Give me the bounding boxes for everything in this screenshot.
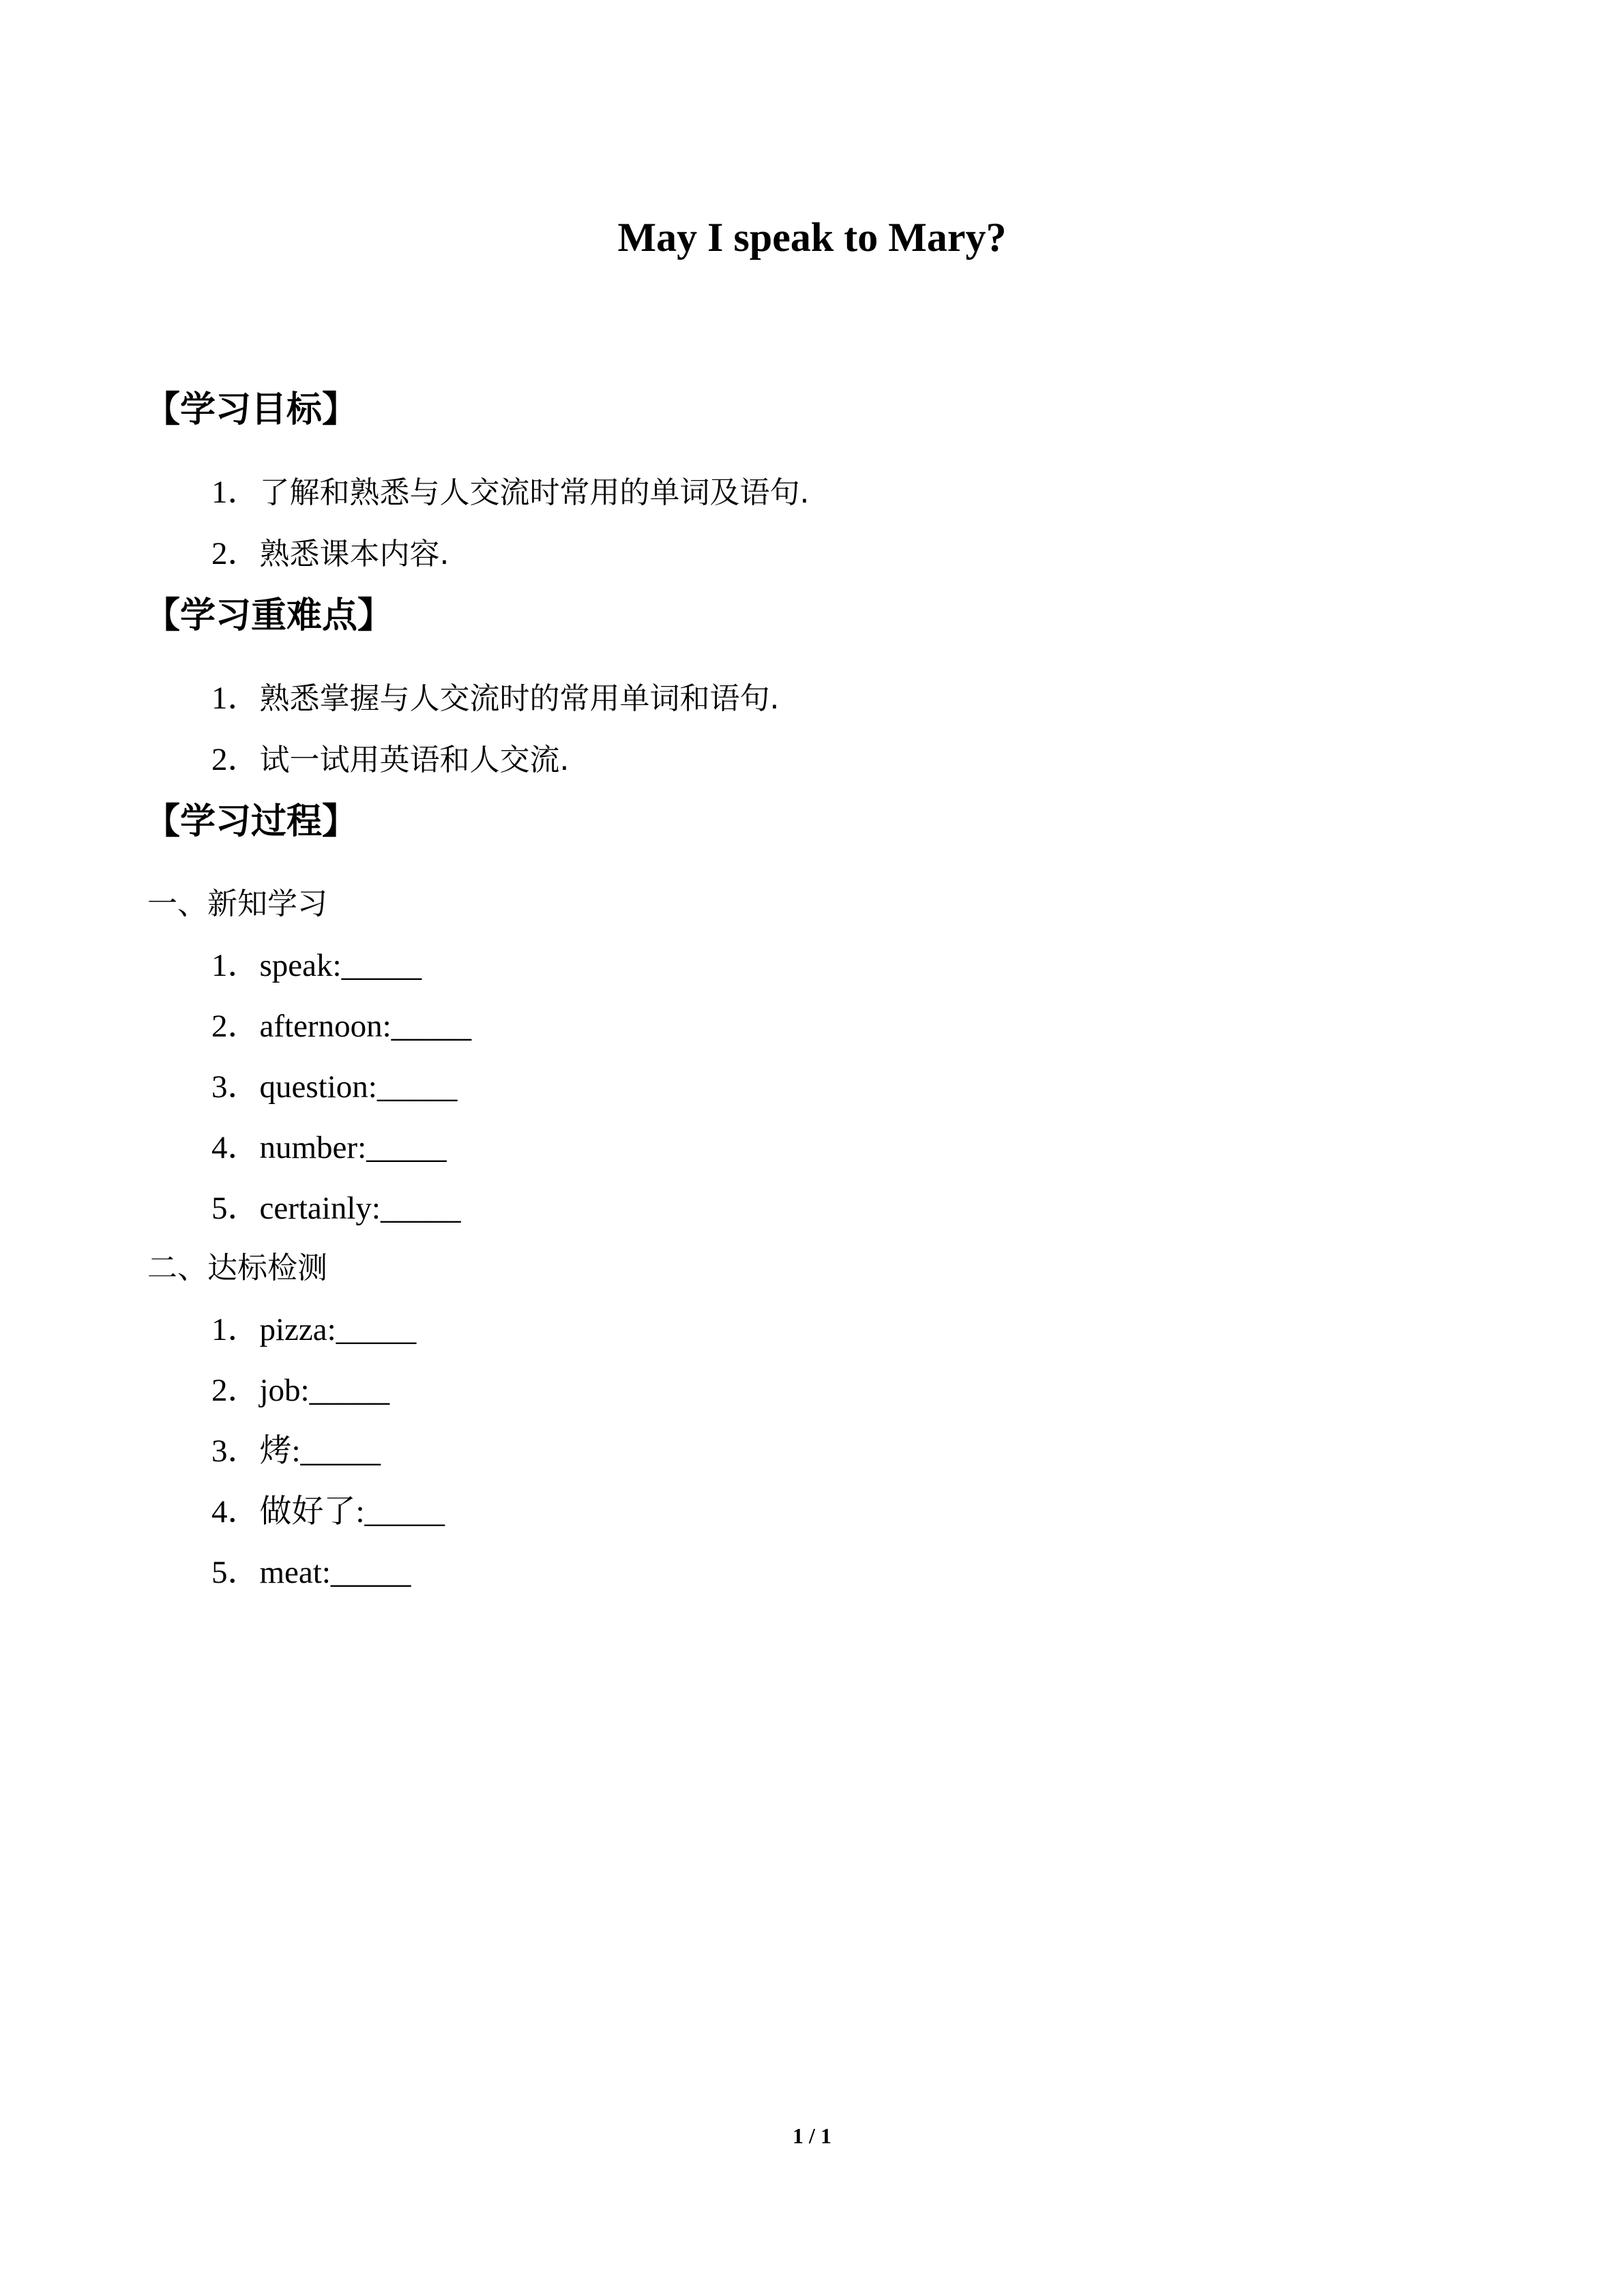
item-text: afternoon:_____ xyxy=(259,1009,472,1044)
item-text: job:_____ xyxy=(259,1373,390,1408)
item-number: 2． xyxy=(211,1373,260,1408)
item-number: 1． xyxy=(211,948,260,983)
objective-item xyxy=(211,533,449,575)
page-number: 1 / 1 xyxy=(793,2123,831,2148)
vocab-item xyxy=(211,1491,445,1532)
vocab-item xyxy=(211,1188,460,1229)
item-text: certainly:_____ xyxy=(259,1191,461,1226)
key-point-item xyxy=(211,678,780,719)
item-text: meat:_____ xyxy=(259,1555,411,1590)
item-text: speak:_____ xyxy=(259,948,422,983)
item-number: 5． xyxy=(211,1555,260,1590)
item-text: pizza:_____ xyxy=(259,1312,417,1347)
item-number: 4． xyxy=(211,1130,260,1165)
vocab-item xyxy=(211,1431,381,1472)
item-text: 烤:_____ xyxy=(259,1433,381,1469)
page-title: May I speak to Mary? xyxy=(617,215,1007,260)
item-text: 熟悉课本内容. xyxy=(259,537,449,571)
section-heading-process: 【学习过程】 xyxy=(145,801,358,842)
item-number: 3． xyxy=(211,1069,260,1105)
item-number: 1． xyxy=(211,681,260,716)
vocab-item xyxy=(211,1067,457,1107)
item-text: 了解和熟悉与人交流时常用的单词及语句. xyxy=(259,475,810,510)
vocab-item xyxy=(211,1309,416,1350)
objective-item xyxy=(211,472,810,513)
item-number: 3． xyxy=(211,1433,260,1469)
item-number: 2． xyxy=(211,536,260,571)
item-number: 2． xyxy=(211,742,260,777)
subsection-label-assessment: 二、达标检测 xyxy=(147,1251,327,1285)
item-number: 2． xyxy=(211,1009,260,1044)
vocab-item xyxy=(211,945,422,986)
item-text: number:_____ xyxy=(259,1130,447,1165)
vocab-item xyxy=(211,1006,471,1047)
item-text: 熟悉掌握与人交流时的常用单词和语句. xyxy=(259,681,780,716)
item-number: 1． xyxy=(211,1312,260,1347)
item-text: 做好了:_____ xyxy=(259,1494,445,1530)
section-heading-key-points: 【学习重难点】 xyxy=(145,595,394,636)
subsection-label-new-knowledge: 一、新知学习 xyxy=(147,886,327,921)
vocab-item xyxy=(211,1552,411,1593)
vocab-item xyxy=(211,1127,447,1168)
key-point-item xyxy=(211,739,570,781)
section-heading-objectives: 【学习目标】 xyxy=(145,389,358,430)
item-number: 4． xyxy=(211,1494,260,1530)
vocab-item xyxy=(211,1370,389,1411)
item-number: 1． xyxy=(211,475,260,510)
item-number: 5． xyxy=(211,1191,260,1226)
item-text: 试一试用英语和人交流. xyxy=(259,743,570,777)
item-text: question:_____ xyxy=(259,1069,458,1105)
